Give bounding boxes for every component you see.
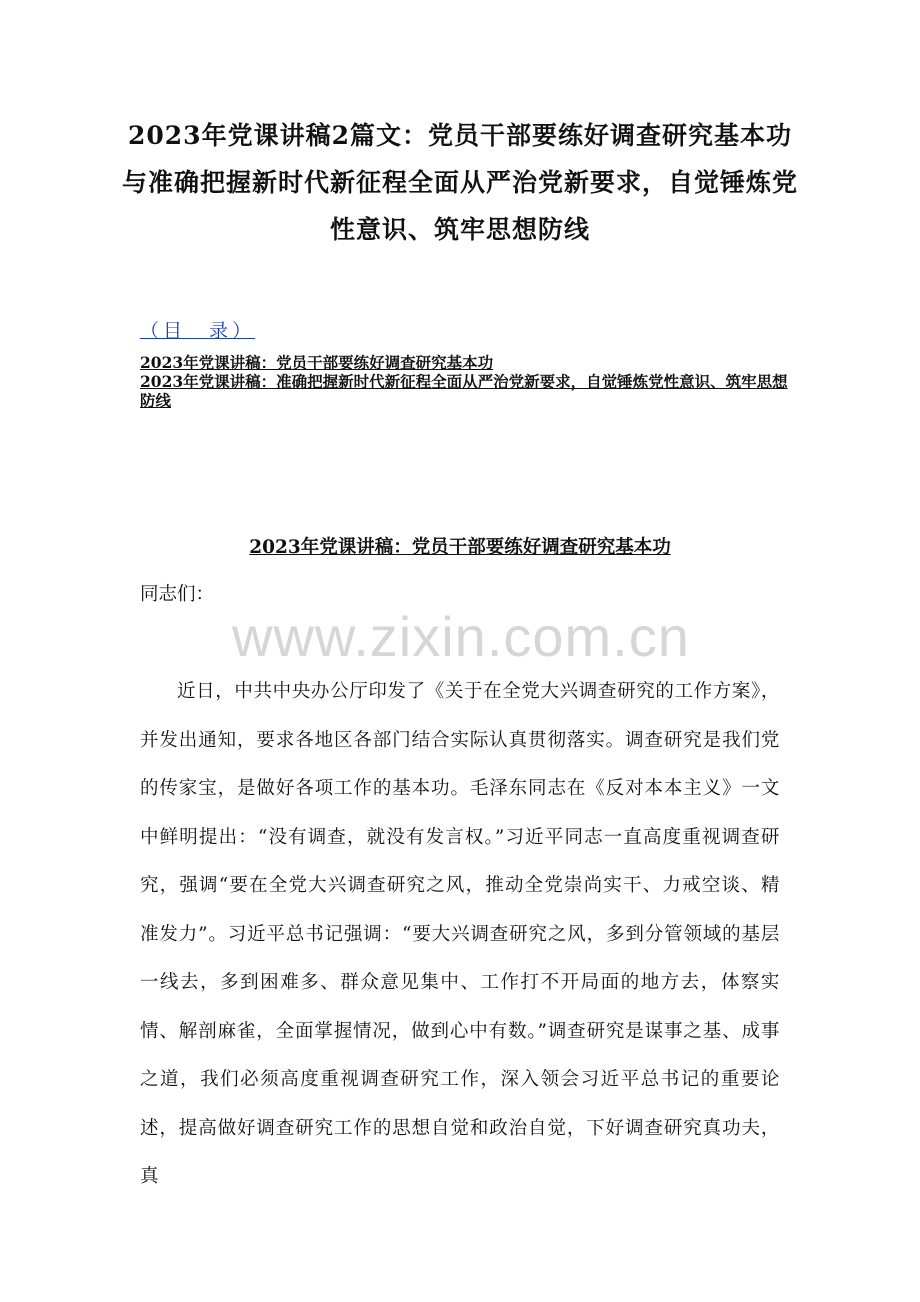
body-paragraph: 近日，中共中央办公厅印发了《关于在全党大兴调查研究的工作方案》，并发出通知，要求各地区各部门结合实际认真贯彻落实。调查研究是我们党的传家宝，是做好各项工作的基本功。毛泽东同志在《反对本本主义》一文中鲜明提出：“没有调查，就没有发言权。”习近平同志一直高度重视调查研究，强调“要在全党大兴调查研究之风，推动全党崇尚实干、力戒空谈、精准发力”。习近平总书记强调：“要大兴调查研究之风，多到分管领域的基层一线去，多到困难多、群众意见集中、工作打不开局面的地方去，体察实情、解剖麻雀，全面掌握情况，做到心中有数。”调查研究是谋事之基、成事之道，我们必须高度重视调查研究工作，深入领会习近平总书记的重要论述，提高做好调查研究工作的思想自觉和政治自觉，下好调查研究真功夫，真 <box>140 681 780 1187</box>
greeting: 同志们： <box>140 584 215 605</box>
document-title: 2023年党课讲稿2篇文：党员干部要练好调查研究基本功与准确把握新时代新征程全面从严治党新要求，自觉锤炼党性意识、筑牢思想防线 <box>121 121 798 244</box>
toc-item-2[interactable]: 2023年党课讲稿：准确把握新时代新征程全面从严治党新要求，自觉锤炼党性意识、筑牢思想防线 <box>140 372 788 410</box>
table-of-contents <box>140 316 790 410</box>
toc-item-1[interactable]: 2023年党课讲稿：党员干部要练好调查研究基本功 <box>140 353 494 372</box>
section-title: 2023年党课讲稿：党员干部要练好调查研究基本功 <box>249 537 671 558</box>
watermark: www.zixin.com.cn <box>232 605 690 668</box>
toc-heading-link[interactable]: （目 录） <box>140 320 256 342</box>
